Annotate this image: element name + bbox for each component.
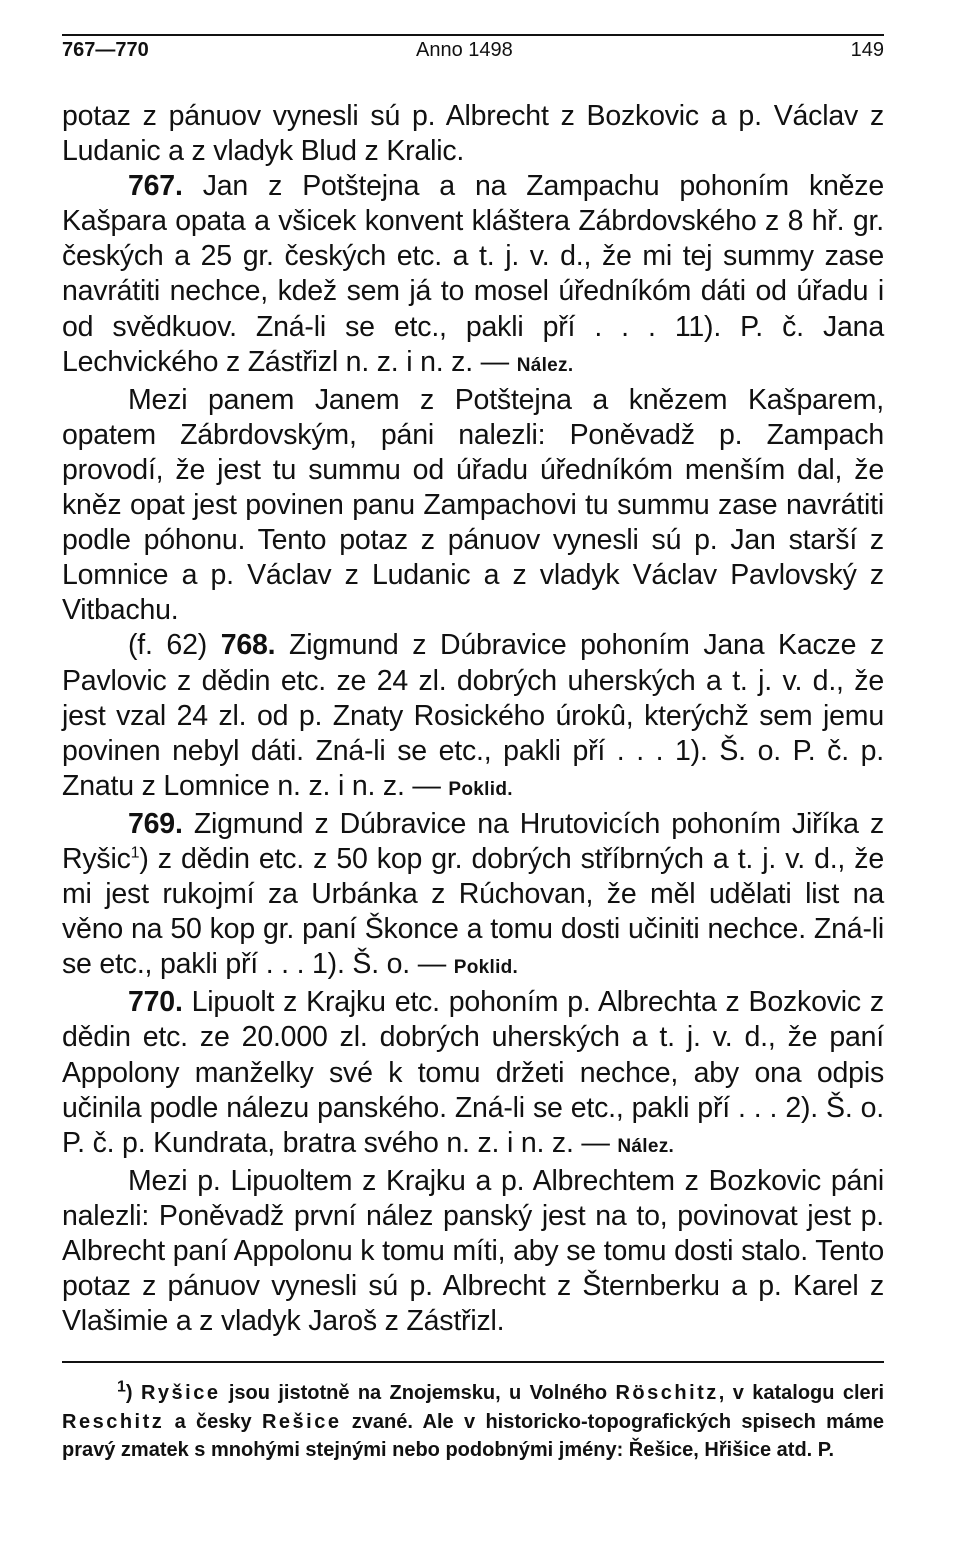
entry-767: 767. Jan z Potštejna a na Zampachu pohoním kněze Kašpara opata a všicek konvent kláštera Zábrdovského z 8 hř. gr. českých a 25 gr. českých etc. a t. j. v. d., že mi tej summy zase navrátiti nechce, kdež sem já to mosel úředníkóm dáti od úřadu i od svědkuov. Zná-li se etc., pakli pří . . . 11). P. č. Jana Lechvického z Zástřizl n. z. i n. z. — Nález. bbox=[62, 170, 884, 378]
header-entry-range: 767—770 bbox=[62, 39, 149, 61]
entry-769: 769. Zigmund z Dúbravice na Hrutovicích pohoním Jiříka z Ryšic$^1$) z dědin etc. z 50 kop gr. dobrých stříbrných a t. j. v. d., že mi jest rukojmí za Urbánka z Rúchovan, že měl udělati list na věno na 50 kop gr. paní Škonce a tomu dosti učiniti nechce. Zná-li se etc., pakli pří . . . 1). Š. o. — Poklid. bbox=[62, 807, 884, 981]
header-year: Anno 1498 bbox=[416, 39, 513, 61]
entry-tag: Poklid. bbox=[453, 957, 519, 979]
entry-tag: Nález. bbox=[617, 1135, 675, 1157]
footnote: $^1$) Ryšice jsou jistotně na Znojemsku, u Volného Röschitz, v katalogu cleri Reschitz a česky Rešice zvané. Ale v historicko-topografických spisech máme pravý zmatek s mnohými stejnými nebo podobnými jmény: Řešice, Hřišice atd. P. bbox=[62, 1378, 885, 1461]
entry-number: 767. bbox=[128, 170, 183, 203]
entry-770: 770. Lipuolt z Krajku etc. pohoním p. Albrechta z Bozkovic z dědin etc. ze 20.000 zl. dobrých uherských a t. j. v. d., že paní Appolony manželky své k tomu držeti nechce, aby ona odpis učinila podle nálezu panského. Zná-li se etc., pakli pří . . . 2). Š. o. P. č. p. Kundrata, bratra svého n. z. i n. z. — Nález. bbox=[62, 986, 884, 1159]
footnote-ref: 1 bbox=[130, 844, 140, 862]
verdict-770: Mezi p. Lipuoltem z Krajku a p. Albrechtem z Bozkovic páni nalezli: Poněvadž první nález panský jest na to, povinovat jest p. Albrecht paní Appolonu k tomu míti, aby se tomu dosti stalo. Tento potaz z pánuov vynesli sú p. Albrecht z Šternberku a p. Karel z Vlašimie a z vladyk Jaroš z Zástřizl. bbox=[62, 1164, 884, 1338]
footnote-rule bbox=[62, 1361, 884, 1363]
main-text bbox=[62, 99, 884, 1339]
entry-number: 770. bbox=[128, 986, 183, 1019]
entry-tag: Nález. bbox=[516, 354, 574, 376]
page bbox=[62, 24, 885, 1461]
paragraph-continuation: potaz z pánuov vynesli sú p. Albrecht z Bozkovic a p. Václav z Ludanic a z vladyk Blud z Kralic. bbox=[62, 100, 884, 168]
entry-tag: Poklid. bbox=[448, 778, 513, 800]
entry-768: (f. 62) 768. Zigmund z Dúbravice pohoním Jana Kacze z Pavlovic z dědin etc. ze 24 zl. dobrých uherských a t. j. v. d., že jest vzal 24 zl. od p. Znaty Rosického úrokû, kterýchž sem jemu povinen nebyl dáti. Zná-li se etc., pakli pří . . . 1). Š. o. P. č. p. Znatu z Lomnice n. z. i n. z. — Poklid. bbox=[62, 629, 884, 802]
entry-number: 768. bbox=[220, 629, 276, 662]
verdict-767: Mezi panem Janem z Potštejna a knězem Kašparem, opatem Zábrdovským, páni nalezli: Poněvadž p. Zampach provodí, že jest tu summu od úřadu úředníkóm menším dal, že kněz opat jest povinen panu Zampachovi tu summu zase navrátiti podle póhonu. Tento potaz z pánuov vynesli sú p. Jan starší z Lomnice a p. Václav z Ludanic a z vladyk Václav Pavlovský z Vitbachu. bbox=[62, 383, 884, 627]
running-header bbox=[62, 24, 884, 64]
page-number: 149 bbox=[850, 39, 884, 61]
header-rule bbox=[62, 34, 884, 36]
footnote-marker: 1 bbox=[117, 1378, 126, 1396]
entry-number: 769. bbox=[128, 807, 183, 840]
